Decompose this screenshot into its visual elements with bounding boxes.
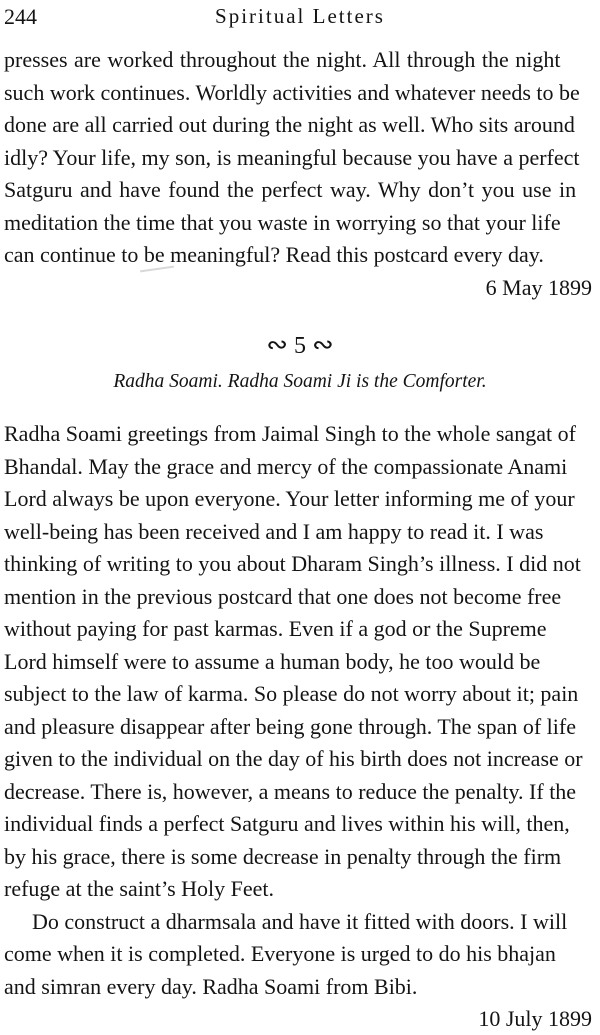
text-line: meditation the time that you waste in worrying so that your life	[4, 209, 561, 235]
text-line: individual finds a perfect Satguru and lives within his will, then,	[4, 811, 570, 836]
text-line: Lord himself were to assume a human body, he too would be	[4, 648, 541, 674]
swash-ornament-left: ∾	[266, 330, 288, 359]
running-title: Spiritual Letters	[215, 4, 385, 28]
text-line: and pleasure disappear after being gone through. The span of life	[4, 713, 576, 739]
letter-number-heading	[0, 330, 600, 360]
letter-number: 5	[294, 333, 306, 359]
text-line: decrease. There is, however, a means to reduce the penalty. If the	[4, 778, 577, 804]
text-line: can continue to be meaningful? Read this postcard every day.	[4, 242, 544, 267]
letter-subtitle: Radha Soami. Radha Soami Ji is the Comforter.	[113, 371, 487, 392]
swash-ornament-right: ∾	[312, 330, 334, 359]
text-line: mention in the previous postcard that one does not become free	[4, 583, 562, 609]
text-line: idly? Your life, my son, is meaningful because you have a perfect	[4, 144, 580, 170]
text-line: done are all carried out during the night as well. Who sits around	[4, 112, 575, 137]
text-line: Satguru and have found the perfect way. Why don’t you use in	[4, 177, 577, 202]
letter-body	[4, 418, 592, 1035]
text-line: Bhandal. May the grace and mercy of the compassionate Anami	[4, 453, 568, 479]
text-line: well-being has been received and I am happy to read it. I was	[4, 518, 544, 544]
text-line: by his grace, there is some decrease in penalty through the firm	[4, 843, 562, 869]
text-line: presses are worked throughout the night. All through the night	[4, 47, 561, 72]
text-line: come when it is completed. Everyone is urged to do his bhajan	[4, 941, 556, 966]
text-line: given to the individual on the day of his birth does not increase or	[4, 746, 583, 771]
page-header	[0, 4, 600, 30]
text-line: Radha Soami greetings from Jaimal Singh to the whole sangat of	[4, 421, 576, 446]
letter-date: 6 May 1899	[485, 274, 592, 300]
text-line: Lord always be upon everyone. Your letter informing me of your	[4, 486, 575, 511]
text-line: such work continues. Worldly activities and whatever needs to be	[4, 79, 580, 105]
text-line: and simran every day. Radha Soami from Bibi.	[4, 973, 418, 999]
text-line: thinking of writing to you about Dharam Singh’s illness. I did not	[4, 551, 581, 576]
page-number: 244	[4, 4, 37, 29]
previous-letter-ending	[4, 44, 592, 304]
text-line: subject to the law of karma. So please do not worry about it; pain	[4, 681, 579, 706]
text-line: without paying for past karmas. Even if a god or the Supreme	[4, 616, 547, 641]
text-line: Do construct a dharmsala and have it fitted with doors. I will	[32, 908, 568, 934]
letter-date: 10 July 1899	[478, 1006, 592, 1031]
text-line: refuge at the saint’s Holy Feet.	[4, 876, 275, 901]
